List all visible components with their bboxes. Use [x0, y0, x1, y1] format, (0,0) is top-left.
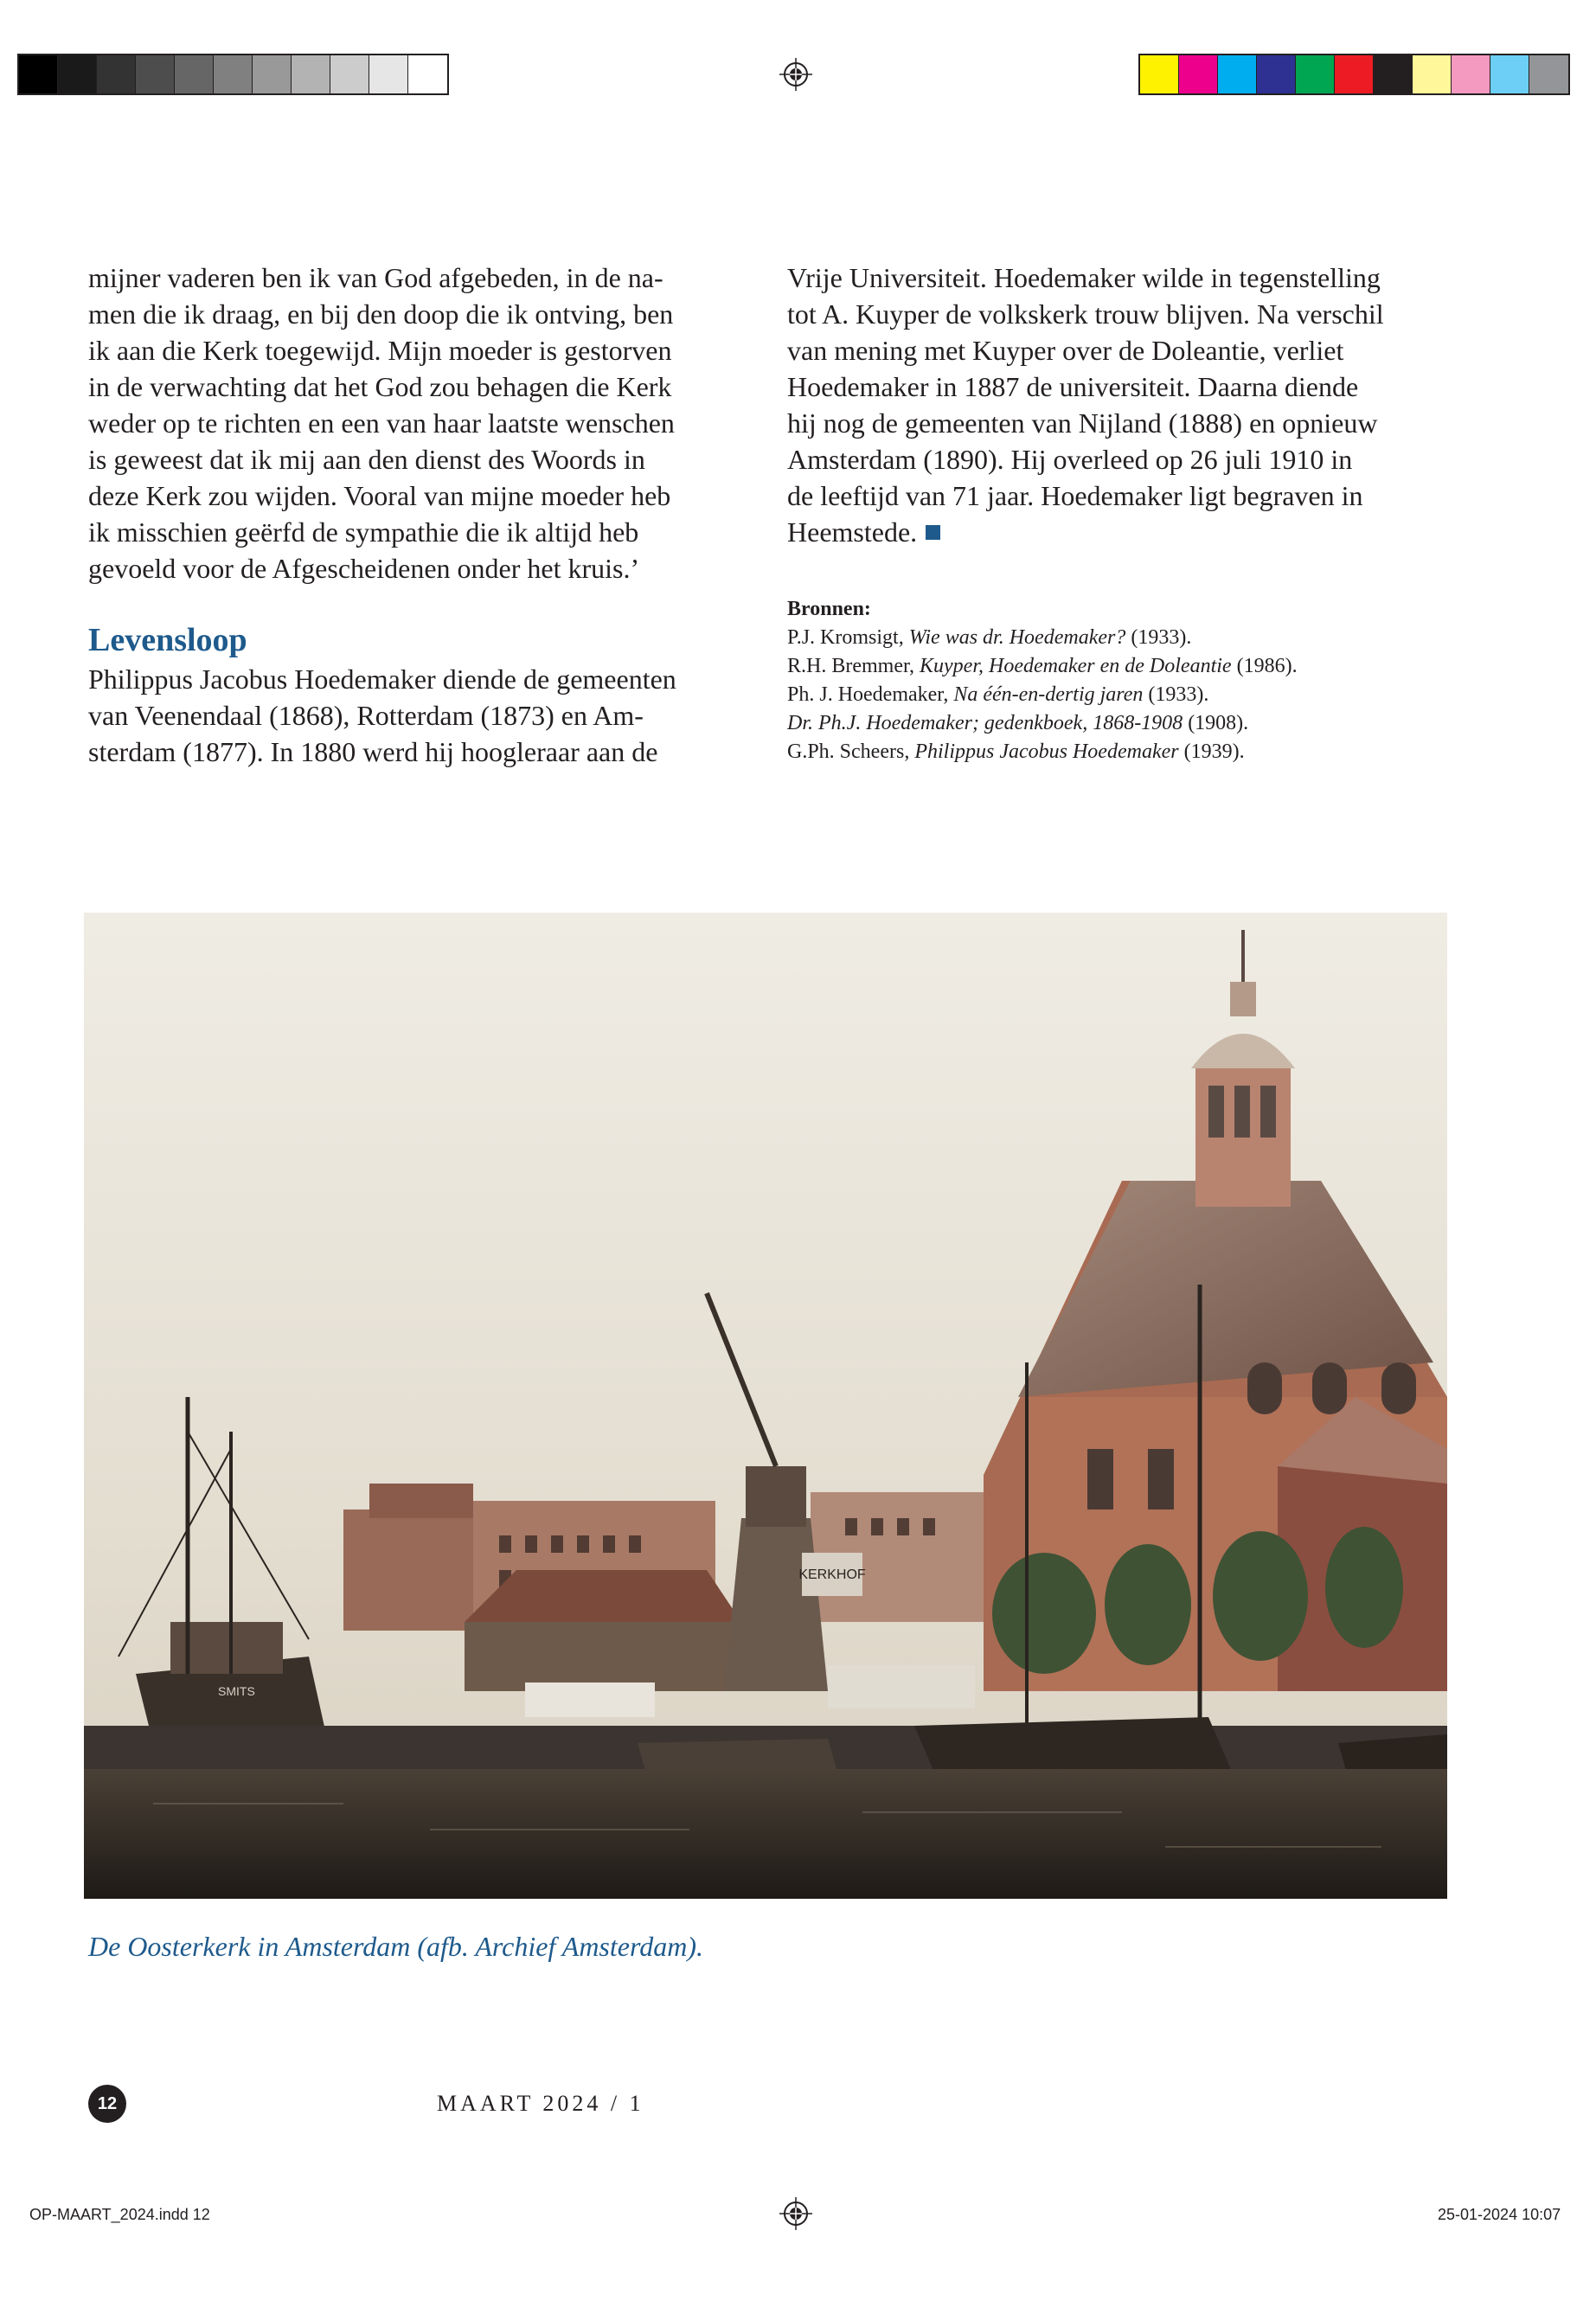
text-line: deze Kerk zou wijden. Vooral van mijne moeder heb	[88, 480, 671, 511]
sources-label: Bronnen:	[787, 598, 871, 620]
text-line: Hoedemaker in 1887 de universiteit. Daarna diende	[787, 371, 1359, 402]
gray-swatch	[175, 55, 214, 93]
levensloop-text	[88, 661, 746, 770]
text-line: de leeftijd van 71 jaar. Hoedemaker ligt begraven in	[787, 480, 1363, 511]
color-swatch	[1490, 55, 1529, 93]
slug-date: 25-01-2024 10:07	[1438, 2206, 1561, 2223]
text-line: ik misschien geërfd de sympathie die ik altijd heb	[88, 516, 639, 548]
right-column-text	[787, 260, 1453, 550]
text-line: van Veenendaal (1868), Rotterdam (1873) en Am-	[88, 700, 644, 731]
process-color-bar	[1138, 54, 1570, 95]
color-swatch	[1452, 55, 1490, 93]
text-line: Amsterdam (1890). Hij overleed op 26 juli 1910 in	[787, 444, 1353, 475]
source-item: R.H. Bremmer, Kuyper, Hoedemaker en de Doleantie (1986).	[787, 655, 1298, 677]
text-line: gevoeld voor de Afgescheidenen onder het kruis.’	[88, 553, 640, 584]
quote-text	[88, 260, 739, 586]
gray-swatch	[214, 55, 253, 93]
issue-label: MAART 2024 / 1	[437, 2091, 644, 2116]
text-line: Heemstede.	[787, 514, 1453, 550]
gray-swatch	[97, 55, 136, 93]
registration-mark-icon	[779, 58, 812, 91]
color-swatch	[1529, 55, 1568, 93]
text-line: hij nog de gemeenten van Nijland (1888) en opnieuw	[787, 407, 1378, 439]
gray-swatch	[58, 55, 97, 93]
source-item: Ph. J. Hoedemaker, Na één-en-dertig jaren (1933).	[787, 683, 1209, 706]
color-swatch	[1374, 55, 1413, 93]
registration-mark-bottom-icon	[779, 2197, 812, 2230]
slug-file: OP-MAART_2024.indd 12	[29, 2206, 210, 2223]
gray-swatch	[369, 55, 408, 93]
gray-swatch	[19, 55, 58, 93]
gray-swatch	[292, 55, 330, 93]
text-line: in de verwachting dat het God zou behagen die Kerk	[88, 371, 672, 402]
gray-swatch	[136, 55, 175, 93]
source-item: P.J. Kromsigt, Wie was dr. Hoedemaker? (1933).	[787, 626, 1192, 649]
color-swatch	[1257, 55, 1296, 93]
text-line: is geweest dat ik mij aan den dienst des Woords in	[88, 444, 645, 475]
sources-list	[787, 595, 1479, 766]
text-line: tot A. Kuyper de volkskerk trouw blijven. Na verschil	[787, 298, 1384, 330]
warehouse-sign: KERKHOF	[798, 1567, 866, 1582]
gray-swatch	[330, 55, 369, 93]
color-swatch	[1296, 55, 1335, 93]
ship-name: SMITS	[218, 1684, 255, 1698]
page-number: 12	[88, 2085, 126, 2123]
gray-swatch	[253, 55, 292, 93]
section-heading: Levensloop	[88, 622, 247, 658]
text-line: men die ik draag, en bij den doop die ik ontving, ben	[88, 298, 674, 330]
text-line: ik aan die Kerk toegewijd. Mijn moeder is gestorven	[88, 335, 672, 366]
source-item: Dr. Ph.J. Hoedemaker; gedenkboek, 1868-1908 (1908).	[787, 712, 1249, 734]
text-line: weder op te richten en een van haar laatste wenschen	[88, 407, 675, 439]
color-swatch	[1140, 55, 1179, 93]
gray-swatch	[408, 55, 447, 93]
harbor-church-illustration	[84, 913, 1447, 1899]
end-mark-icon	[926, 525, 940, 540]
color-swatch	[1218, 55, 1257, 93]
oosterkerk-photo	[84, 913, 1447, 1899]
color-swatch	[1335, 55, 1374, 93]
grayscale-color-bar	[17, 54, 449, 95]
text-line: van mening met Kuyper over de Doleantie, verliet	[787, 335, 1344, 366]
text-line: Philippus Jacobus Hoedemaker diende de gemeenten	[88, 663, 676, 695]
photo-caption: De Oosterkerk in Amsterdam (afb. Archief Amsterdam).	[88, 1931, 703, 1962]
text-line: Vrije Universiteit. Hoedemaker wilde in tegenstelling	[787, 262, 1381, 293]
color-swatch	[1413, 55, 1452, 93]
text-line: mijner vaderen ben ik van God afgebeden, in de na-	[88, 262, 663, 293]
text-line: sterdam (1877). In 1880 werd hij hoogleraar aan de	[88, 736, 658, 767]
source-item: G.Ph. Scheers, Philippus Jacobus Hoedemaker (1939).	[787, 740, 1245, 763]
color-swatch	[1179, 55, 1218, 93]
